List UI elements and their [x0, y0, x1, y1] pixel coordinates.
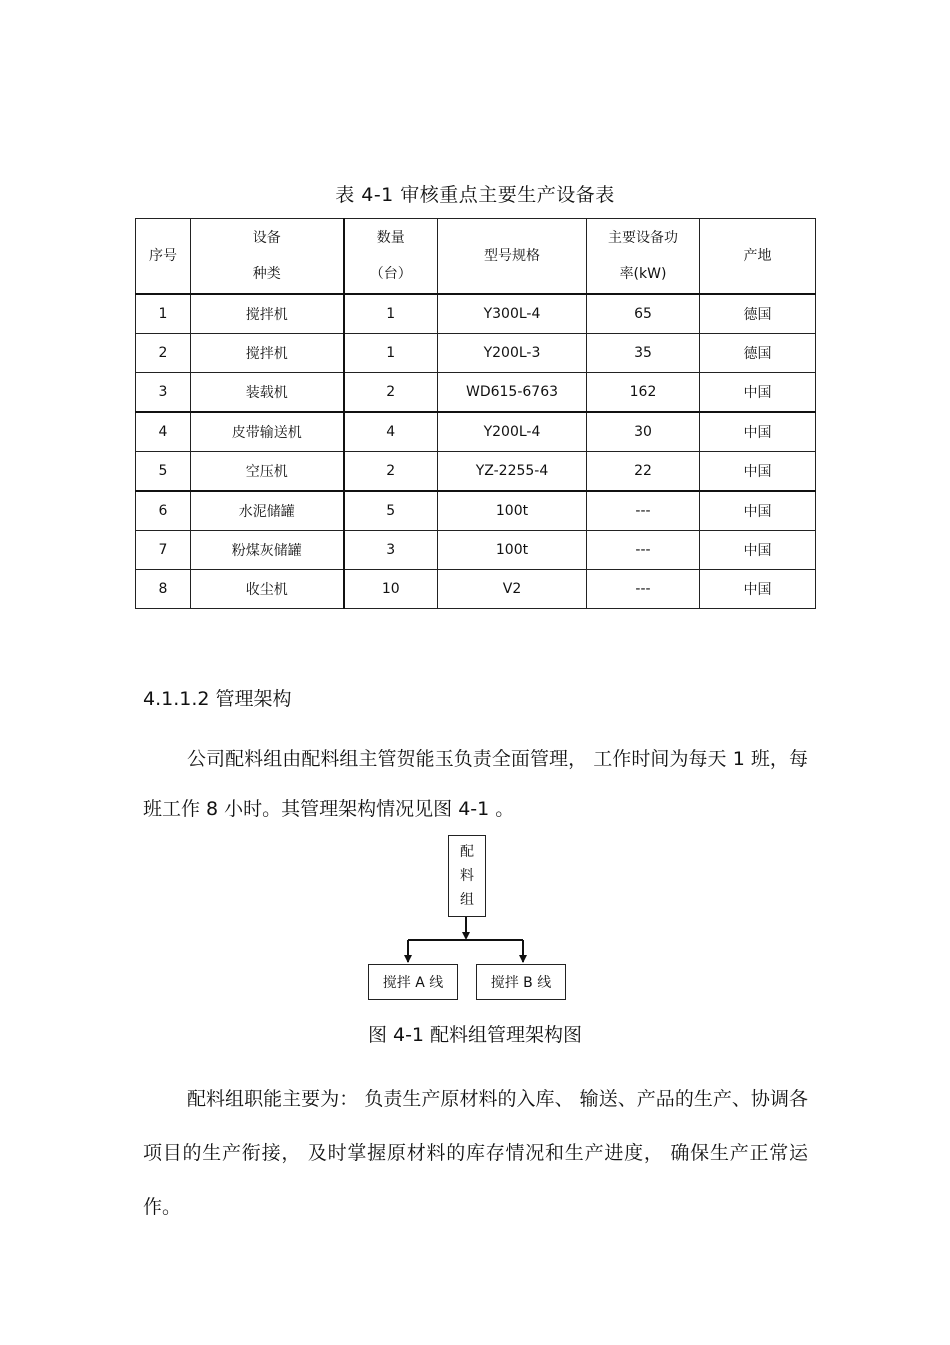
org-root-char: 料 — [460, 868, 474, 884]
org-child-line-a: 搅拌 A 线 — [368, 964, 458, 1000]
org-child-line-b: 搅拌 B 线 — [476, 964, 566, 1000]
cell-power: --- — [587, 570, 700, 609]
cell-quantity: 10 — [344, 570, 438, 609]
cell-index: 7 — [136, 531, 191, 570]
cell-model: Y200L-4 — [438, 412, 587, 452]
cell-index: 8 — [136, 570, 191, 609]
cell-origin: 中国 — [700, 491, 816, 531]
cell-origin: 德国 — [700, 294, 816, 334]
arrow-down-icon — [404, 955, 412, 963]
cell-origin: 中国 — [700, 412, 816, 452]
cell-origin: 中国 — [700, 373, 816, 413]
cell-equipment: 皮带输送机 — [191, 412, 344, 452]
cell-quantity: 1 — [344, 294, 438, 334]
cell-equipment: 收尘机 — [191, 570, 344, 609]
cell-equipment: 搅拌机 — [191, 334, 344, 373]
cell-power: 162 — [587, 373, 700, 413]
cell-quantity: 1 — [344, 334, 438, 373]
table-caption: 表 4-1 审核重点主要生产设备表 — [335, 184, 615, 206]
cell-quantity: 4 — [344, 412, 438, 452]
cell-model: YZ-2255-4 — [438, 452, 587, 492]
cell-model: WD615-6763 — [438, 373, 587, 413]
cell-model: Y200L-3 — [438, 334, 587, 373]
cell-power: 30 — [587, 412, 700, 452]
arrow-down-icon — [519, 955, 527, 963]
cell-model: 100t — [438, 531, 587, 570]
cell-equipment: 装载机 — [191, 373, 344, 413]
header-index: 序号 — [136, 219, 191, 295]
org-root-box — [448, 835, 486, 917]
section-heading: 4.1.1.2 管理架构 — [143, 688, 292, 710]
cell-power: 35 — [587, 334, 700, 373]
cell-quantity: 2 — [344, 452, 438, 492]
org-root-char: 配 — [460, 844, 474, 860]
cell-origin: 中国 — [700, 531, 816, 570]
header-origin: 产地 — [700, 219, 816, 295]
cell-index: 2 — [136, 334, 191, 373]
cell-index: 1 — [136, 294, 191, 334]
paragraph-management: 公司配料组由配料组主管贺能玉负责全面管理， 工作时间为每天 1 班，每班工作 8 小时。其管理架构情况见图 4-1 。 — [143, 748, 808, 820]
cell-equipment: 水泥储罐 — [191, 491, 344, 531]
cell-quantity: 5 — [344, 491, 438, 531]
arrow-down-icon — [462, 932, 470, 940]
paragraph-functions: 配料组职能主要为： 负责生产原材料的入库、 输送、产品的生产、协调各项目的生产衔接， 及时掌握原材料的库存情况和生产进度， 确保生产正常运作。 — [143, 1088, 808, 1218]
cell-index: 6 — [136, 491, 191, 531]
cell-equipment: 空压机 — [191, 452, 344, 492]
cell-model: Y300L-4 — [438, 294, 587, 334]
header-model: 型号规格 — [438, 219, 587, 295]
cell-quantity: 2 — [344, 373, 438, 413]
cell-power: 65 — [587, 294, 700, 334]
header-power: 主要设备功 率(kW) — [587, 219, 700, 295]
cell-model: V2 — [438, 570, 587, 609]
cell-index: 3 — [136, 373, 191, 413]
cell-origin: 德国 — [700, 334, 816, 373]
cell-power: --- — [587, 531, 700, 570]
figure-caption: 图 4-1 配料组管理架构图 — [367, 1024, 583, 1046]
cell-equipment: 粉煤灰储罐 — [191, 531, 344, 570]
org-root-char: 组 — [460, 892, 474, 908]
header-equipment-type: 设备 种类 — [191, 219, 344, 295]
cell-index: 4 — [136, 412, 191, 452]
cell-model: 100t — [438, 491, 587, 531]
cell-origin: 中国 — [700, 570, 816, 609]
cell-index: 5 — [136, 452, 191, 492]
header-quantity: 数量 （台） — [344, 219, 438, 295]
cell-quantity: 3 — [344, 531, 438, 570]
cell-origin: 中国 — [700, 452, 816, 492]
cell-power: --- — [587, 491, 700, 531]
cell-power: 22 — [587, 452, 700, 492]
cell-equipment: 搅拌机 — [191, 294, 344, 334]
